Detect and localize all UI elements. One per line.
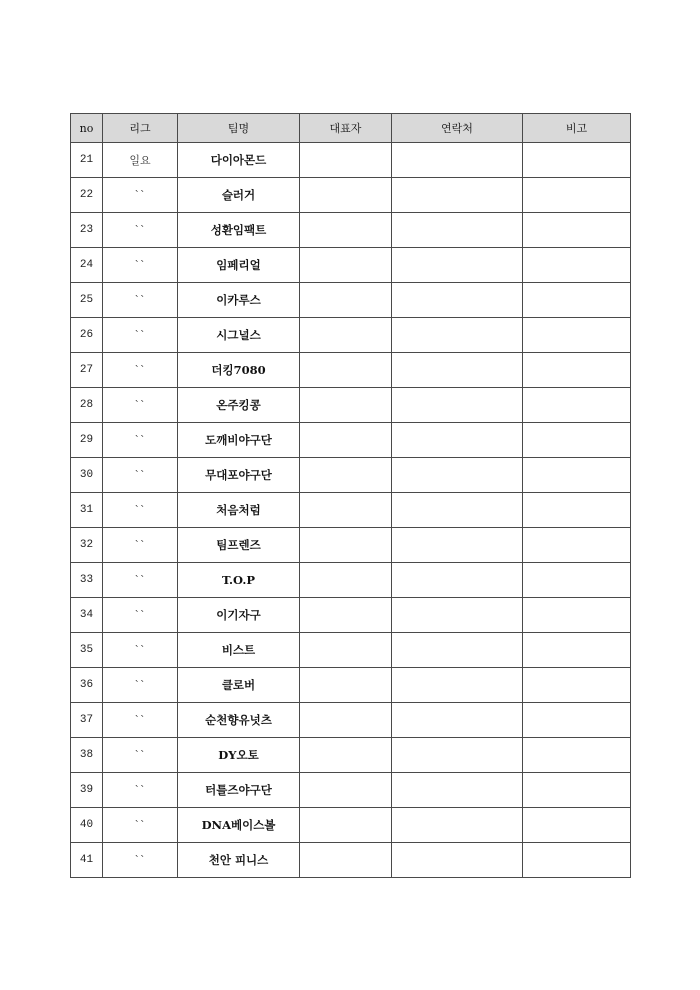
cell-representative bbox=[300, 353, 392, 388]
cell-league: `` bbox=[103, 563, 178, 598]
cell-note bbox=[523, 808, 631, 843]
cell-team-name: DY오토 bbox=[178, 738, 300, 773]
cell-contact bbox=[392, 703, 523, 738]
cell-representative bbox=[300, 143, 392, 178]
cell-note bbox=[523, 703, 631, 738]
cell-team-name: 슬러거 bbox=[178, 178, 300, 213]
cell-note bbox=[523, 248, 631, 283]
cell-no: 28 bbox=[71, 388, 103, 423]
cell-team-name: 시그널스 bbox=[178, 318, 300, 353]
cell-no: 31 bbox=[71, 493, 103, 528]
cell-contact bbox=[392, 423, 523, 458]
cell-contact bbox=[392, 283, 523, 318]
cell-note bbox=[523, 493, 631, 528]
cell-no: 30 bbox=[71, 458, 103, 493]
cell-league: `` bbox=[103, 633, 178, 668]
cell-league: `` bbox=[103, 493, 178, 528]
cell-representative bbox=[300, 843, 392, 878]
cell-representative bbox=[300, 178, 392, 213]
table-header bbox=[71, 114, 631, 143]
header-no: no bbox=[71, 114, 103, 143]
cell-league: `` bbox=[103, 388, 178, 423]
cell-representative bbox=[300, 633, 392, 668]
header-representative: 대표자 bbox=[300, 114, 392, 143]
cell-representative bbox=[300, 248, 392, 283]
cell-note bbox=[523, 633, 631, 668]
cell-no: 22 bbox=[71, 178, 103, 213]
cell-representative bbox=[300, 703, 392, 738]
cell-contact bbox=[392, 353, 523, 388]
cell-representative bbox=[300, 738, 392, 773]
cell-representative bbox=[300, 668, 392, 703]
cell-representative bbox=[300, 318, 392, 353]
cell-league: 일요 bbox=[103, 143, 178, 178]
cell-no: 25 bbox=[71, 283, 103, 318]
cell-contact bbox=[392, 528, 523, 563]
cell-contact bbox=[392, 773, 523, 808]
cell-team-name: DNA베이스볼 bbox=[178, 808, 300, 843]
table-row bbox=[71, 143, 631, 178]
cell-team-name: 처음처럼 bbox=[178, 493, 300, 528]
cell-team-name: 더킹7080 bbox=[178, 353, 300, 388]
cell-league: `` bbox=[103, 458, 178, 493]
cell-contact bbox=[392, 668, 523, 703]
cell-no: 32 bbox=[71, 528, 103, 563]
table-row bbox=[71, 528, 631, 563]
cell-no: 38 bbox=[71, 738, 103, 773]
cell-note bbox=[523, 458, 631, 493]
cell-representative bbox=[300, 563, 392, 598]
cell-representative bbox=[300, 423, 392, 458]
cell-team-name: 팀프렌즈 bbox=[178, 528, 300, 563]
table-row bbox=[71, 703, 631, 738]
cell-no: 41 bbox=[71, 843, 103, 878]
cell-team-name: 무대포야구단 bbox=[178, 458, 300, 493]
header-league: 리그 bbox=[103, 114, 178, 143]
cell-team-name: 클로버 bbox=[178, 668, 300, 703]
cell-no: 27 bbox=[71, 353, 103, 388]
cell-league: `` bbox=[103, 598, 178, 633]
table-row bbox=[71, 318, 631, 353]
table-row bbox=[71, 773, 631, 808]
table-row bbox=[71, 458, 631, 493]
table-row bbox=[71, 493, 631, 528]
table-row bbox=[71, 388, 631, 423]
cell-contact bbox=[392, 598, 523, 633]
cell-league: `` bbox=[103, 423, 178, 458]
cell-representative bbox=[300, 808, 392, 843]
table-row bbox=[71, 248, 631, 283]
cell-no: 40 bbox=[71, 808, 103, 843]
cell-league: `` bbox=[103, 668, 178, 703]
cell-no: 24 bbox=[71, 248, 103, 283]
cell-team-name: 이기자구 bbox=[178, 598, 300, 633]
cell-league: `` bbox=[103, 528, 178, 563]
cell-note bbox=[523, 213, 631, 248]
table-row bbox=[71, 633, 631, 668]
cell-note bbox=[523, 773, 631, 808]
table-row bbox=[71, 738, 631, 773]
cell-team-name: 도깨비야구단 bbox=[178, 423, 300, 458]
cell-contact bbox=[392, 458, 523, 493]
cell-league: `` bbox=[103, 773, 178, 808]
cell-note bbox=[523, 738, 631, 773]
cell-representative bbox=[300, 528, 392, 563]
cell-team-name: 온주킹콩 bbox=[178, 388, 300, 423]
cell-team-name: T.O.P bbox=[178, 563, 300, 598]
cell-contact bbox=[392, 388, 523, 423]
cell-note bbox=[523, 423, 631, 458]
table-body bbox=[71, 143, 631, 878]
cell-contact bbox=[392, 843, 523, 878]
header-contact: 연락처 bbox=[392, 114, 523, 143]
cell-note bbox=[523, 178, 631, 213]
cell-contact bbox=[392, 633, 523, 668]
cell-league: `` bbox=[103, 248, 178, 283]
cell-contact bbox=[392, 143, 523, 178]
cell-league: `` bbox=[103, 738, 178, 773]
table-row bbox=[71, 353, 631, 388]
cell-team-name: 천안 피니스 bbox=[178, 843, 300, 878]
cell-no: 29 bbox=[71, 423, 103, 458]
cell-no: 34 bbox=[71, 598, 103, 633]
cell-representative bbox=[300, 773, 392, 808]
cell-representative bbox=[300, 283, 392, 318]
cell-league: `` bbox=[103, 178, 178, 213]
cell-note bbox=[523, 668, 631, 703]
cell-no: 37 bbox=[71, 703, 103, 738]
cell-note bbox=[523, 598, 631, 633]
table-row bbox=[71, 668, 631, 703]
cell-note bbox=[523, 353, 631, 388]
cell-contact bbox=[392, 738, 523, 773]
cell-no: 36 bbox=[71, 668, 103, 703]
cell-no: 33 bbox=[71, 563, 103, 598]
cell-team-name: 임페리얼 bbox=[178, 248, 300, 283]
cell-league: `` bbox=[103, 808, 178, 843]
cell-contact bbox=[392, 493, 523, 528]
table-row bbox=[71, 283, 631, 318]
cell-team-name: 터틀즈야구단 bbox=[178, 773, 300, 808]
cell-team-name: 다이아몬드 bbox=[178, 143, 300, 178]
cell-no: 23 bbox=[71, 213, 103, 248]
cell-league: `` bbox=[103, 213, 178, 248]
cell-note bbox=[523, 318, 631, 353]
cell-representative bbox=[300, 598, 392, 633]
table-row bbox=[71, 808, 631, 843]
cell-representative bbox=[300, 388, 392, 423]
cell-note bbox=[523, 143, 631, 178]
header-team: 팀명 bbox=[178, 114, 300, 143]
cell-no: 21 bbox=[71, 143, 103, 178]
table-row bbox=[71, 843, 631, 878]
cell-team-name: 이카루스 bbox=[178, 283, 300, 318]
cell-contact bbox=[392, 248, 523, 283]
cell-contact bbox=[392, 178, 523, 213]
cell-league: `` bbox=[103, 353, 178, 388]
cell-team-name: 순천향유넛츠 bbox=[178, 703, 300, 738]
cell-representative bbox=[300, 213, 392, 248]
table-row bbox=[71, 598, 631, 633]
cell-note bbox=[523, 283, 631, 318]
cell-league: `` bbox=[103, 703, 178, 738]
cell-team-name: 성환임팩트 bbox=[178, 213, 300, 248]
table-row bbox=[71, 563, 631, 598]
cell-league: `` bbox=[103, 843, 178, 878]
cell-note bbox=[523, 843, 631, 878]
cell-no: 39 bbox=[71, 773, 103, 808]
cell-contact bbox=[392, 563, 523, 598]
cell-team-name: 비스트 bbox=[178, 633, 300, 668]
cell-no: 35 bbox=[71, 633, 103, 668]
header-note: 비고 bbox=[523, 114, 631, 143]
cell-representative bbox=[300, 493, 392, 528]
table-row bbox=[71, 213, 631, 248]
cell-note bbox=[523, 563, 631, 598]
cell-note bbox=[523, 528, 631, 563]
cell-contact bbox=[392, 808, 523, 843]
table-row bbox=[71, 178, 631, 213]
cell-contact bbox=[392, 318, 523, 353]
cell-contact bbox=[392, 213, 523, 248]
table-row bbox=[71, 423, 631, 458]
cell-note bbox=[523, 388, 631, 423]
header-row bbox=[71, 114, 631, 143]
cell-representative bbox=[300, 458, 392, 493]
team-roster-table bbox=[70, 113, 631, 878]
cell-league: `` bbox=[103, 318, 178, 353]
cell-no: 26 bbox=[71, 318, 103, 353]
cell-league: `` bbox=[103, 283, 178, 318]
